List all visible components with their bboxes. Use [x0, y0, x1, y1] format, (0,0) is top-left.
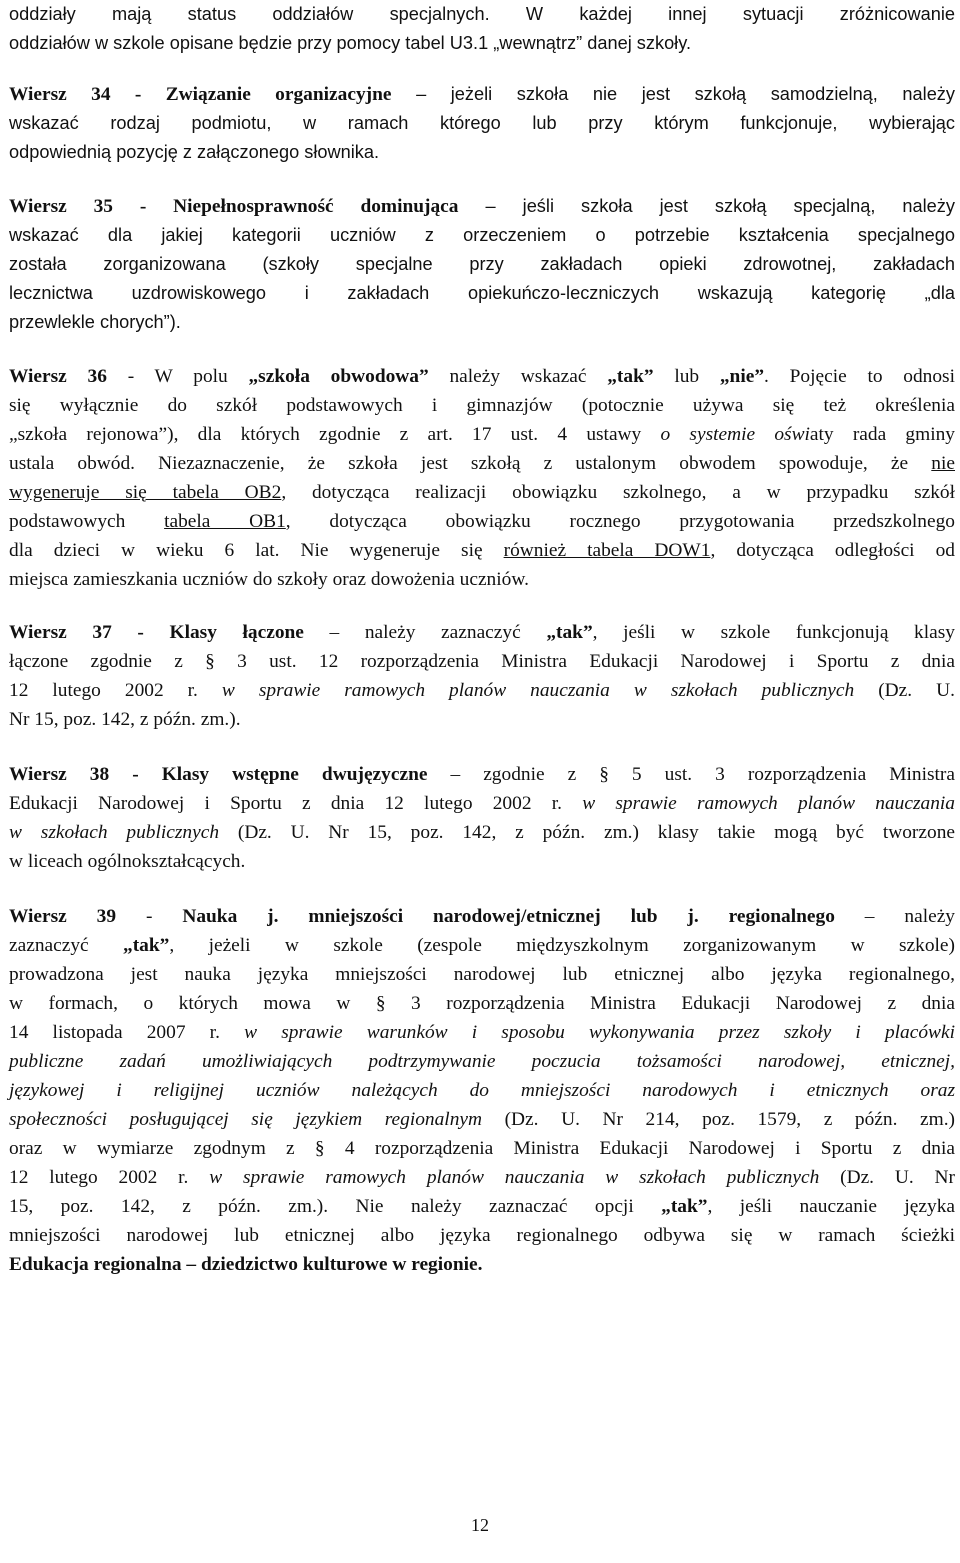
- row-39-paragraph: [9, 902, 955, 1279]
- text-line: łączone zgodnie z § 3 ust. 12 rozporządzenia Ministra Edukacji Narodowej i Sportu z dnia: [9, 651, 955, 672]
- text-line: w formach, o których mowa w § 3 rozporządzenia Ministra Edukacji Narodowej z dnia: [9, 993, 955, 1014]
- row-35-paragraph: [9, 192, 955, 337]
- row-36-paragraph: [9, 362, 955, 594]
- row-34-heading: Wiersz 34 - Związanie organizacyjne: [9, 84, 392, 105]
- text-line: mniejszości narodowej lub etnicznej albo języka regionalnego odbywa się w ramach ścieżki: [9, 1225, 955, 1246]
- row-35-heading: Wiersz 35 - Niepełnosprawność dominująca: [9, 196, 459, 217]
- row-36-heading: Wiersz 36: [9, 366, 107, 387]
- row-38-paragraph: [9, 760, 955, 876]
- closing-bold-phrase: Edukacja regionalna – dziedzictwo kulturowe w regionie.: [9, 1254, 483, 1275]
- text-line: oddziały mają status oddziałów specjalnych. W każdej innej sytuacji zróżnicowanie: [9, 4, 955, 24]
- text-line: zaznaczyć „tak”, jeżeli w szkole (zespole międzyszkolnym zorganizowanym w szkole): [9, 935, 955, 956]
- text-line: miejsca zamieszkania uczniów do szkoły oraz dowożenia uczniów.: [9, 569, 529, 590]
- text-line: oddziałów w szkole opisane będzie przy pomocy tabel U3.1 „wewnątrz” danej szkoły.: [9, 33, 692, 53]
- text-line: wskazać rodzaj podmiotu, w ramach którego lub przy którym funkcjonuje, wybierając: [9, 113, 955, 133]
- text-line: [9, 1250, 955, 1279]
- text-line: ustala obwód. Niezaznaczenie, że szkoła jest szkołą z ustalonym obwodem spowoduje, że nie: [9, 453, 955, 474]
- text-line: 14 listopada 2007 r. w sprawie warunków i sposobu wykonywania przez szkoły i placówki: [9, 1022, 955, 1043]
- row-34-paragraph: [9, 80, 955, 167]
- text-line: Wiersz 39 - Nauka j. mniejszości narodowej/etnicznej lub j. regionalnego – należy: [9, 906, 955, 927]
- text-line: w szkołach publicznych (Dz. U. Nr 15, poz. 142, z późn. zm.) klasy takie mogą być tworzone: [9, 822, 955, 843]
- text-line: Wiersz 37 - Klasy łączone – należy zaznaczyć „tak”, jeśli w szkole funkcjonują klasy: [9, 622, 955, 643]
- text-line: wskazać dla jakiej kategorii uczniów z orzeczeniem o potrzebie kształcenia specjalnego: [9, 225, 955, 245]
- text-line: 15, poz. 142, z późn. zm.). Nie należy zaznaczać opcji „tak”, jeśli nauczanie języka: [9, 1196, 955, 1217]
- text-line: dla dzieci w wieku 6 lat. Nie wygeneruje się również tabela DOW1, dotycząca odległości od: [9, 540, 955, 561]
- text-line: prowadzona jest nauka języka mniejszości narodowej lub etnicznej albo języka regionalnego,: [9, 964, 955, 985]
- text-line: odpowiednią pozycję z załączonego słownika.: [9, 142, 380, 162]
- text-line: publiczne zadań umożliwiających podtrzymywanie poczucia tożsamości narodowej, etnicznej,: [9, 1051, 955, 1072]
- text-line: „szkoła rejonowa”), dla których zgodnie z art. 17 ust. 4 ustawy o systemie oświaty rada gminy: [9, 424, 955, 445]
- page-number: 12: [471, 1515, 489, 1535]
- text-line: 12 lutego 2002 r. w sprawie ramowych planów nauczania w szkołach publicznych (Dz. U. Nr: [9, 1167, 955, 1188]
- text-line: Nr 15, poz. 142, z późn. zm.).: [9, 709, 241, 730]
- row-37-paragraph: [9, 618, 955, 734]
- text-line: Wiersz 38 - Klasy wstępne dwujęzyczne – zgodnie z § 5 ust. 3 rozporządzenia Ministra: [9, 764, 955, 785]
- text-line: 12 lutego 2002 r. w sprawie ramowych planów nauczania w szkołach publicznych (Dz. U.: [9, 680, 955, 701]
- row-39-heading: Wiersz 39: [9, 906, 117, 927]
- text-line: językowej i religijnej uczniów należących do mniejszości narodowych i etnicznych oraz: [9, 1080, 955, 1101]
- text-line: Wiersz 35 - Niepełnosprawność dominująca – jeśli szkoła jest szkołą specjalną, należy: [9, 196, 955, 217]
- text-line: oraz w wymiarze zgodnym z § 4 rozporządzenia Ministra Edukacji Narodowej i Sportu z dnia: [9, 1138, 955, 1159]
- text-line: w liceach ogólnokształcących.: [9, 851, 246, 872]
- text-line: wygeneruje się tabela OB2, dotycząca realizacji obowiązku szkolnego, a w przypadku szkół: [9, 482, 956, 503]
- text-line: społeczności posługującej się językiem regionalnym (Dz. U. Nr 214, poz. 1579, z późn. zm.): [9, 1109, 955, 1130]
- text-line: lecznictwa uzdrowiskowego i zakładach opiekuńczo-leczniczych wskazują kategorię „dla: [9, 283, 955, 303]
- row-37-heading: Wiersz 37 - Klasy łączone: [9, 622, 304, 643]
- text-line: została zorganizowana (szkoły specjalne przy zakładach opieki zdrowotnej, zakładach: [9, 254, 955, 274]
- row-38-heading: Wiersz 38 - Klasy wstępne dwujęzyczne: [9, 764, 428, 785]
- text-line: przewlekle chorych”).: [9, 312, 181, 332]
- intro-paragraph: [9, 0, 955, 58]
- text-line: Wiersz 36 - W polu „szkoła obwodowa” należy wskazać „tak” lub „nie”. Pojęcie to odnosi: [9, 366, 955, 387]
- text-line: Edukacji Narodowej i Sportu z dnia 12 lutego 2002 r. w sprawie ramowych planów nauczania: [9, 793, 955, 814]
- text-line: się wyłącznie do szkół podstawowych i gimnazjów (potocznie używa się też określenia: [9, 395, 955, 416]
- text-line: podstawowych tabela OB1, dotycząca obowiązku rocznego przygotowania przedszkolnego: [9, 511, 955, 532]
- text-line: Wiersz 34 - Związanie organizacyjne – jeżeli szkoła nie jest szkołą samodzielną, należy: [9, 84, 955, 105]
